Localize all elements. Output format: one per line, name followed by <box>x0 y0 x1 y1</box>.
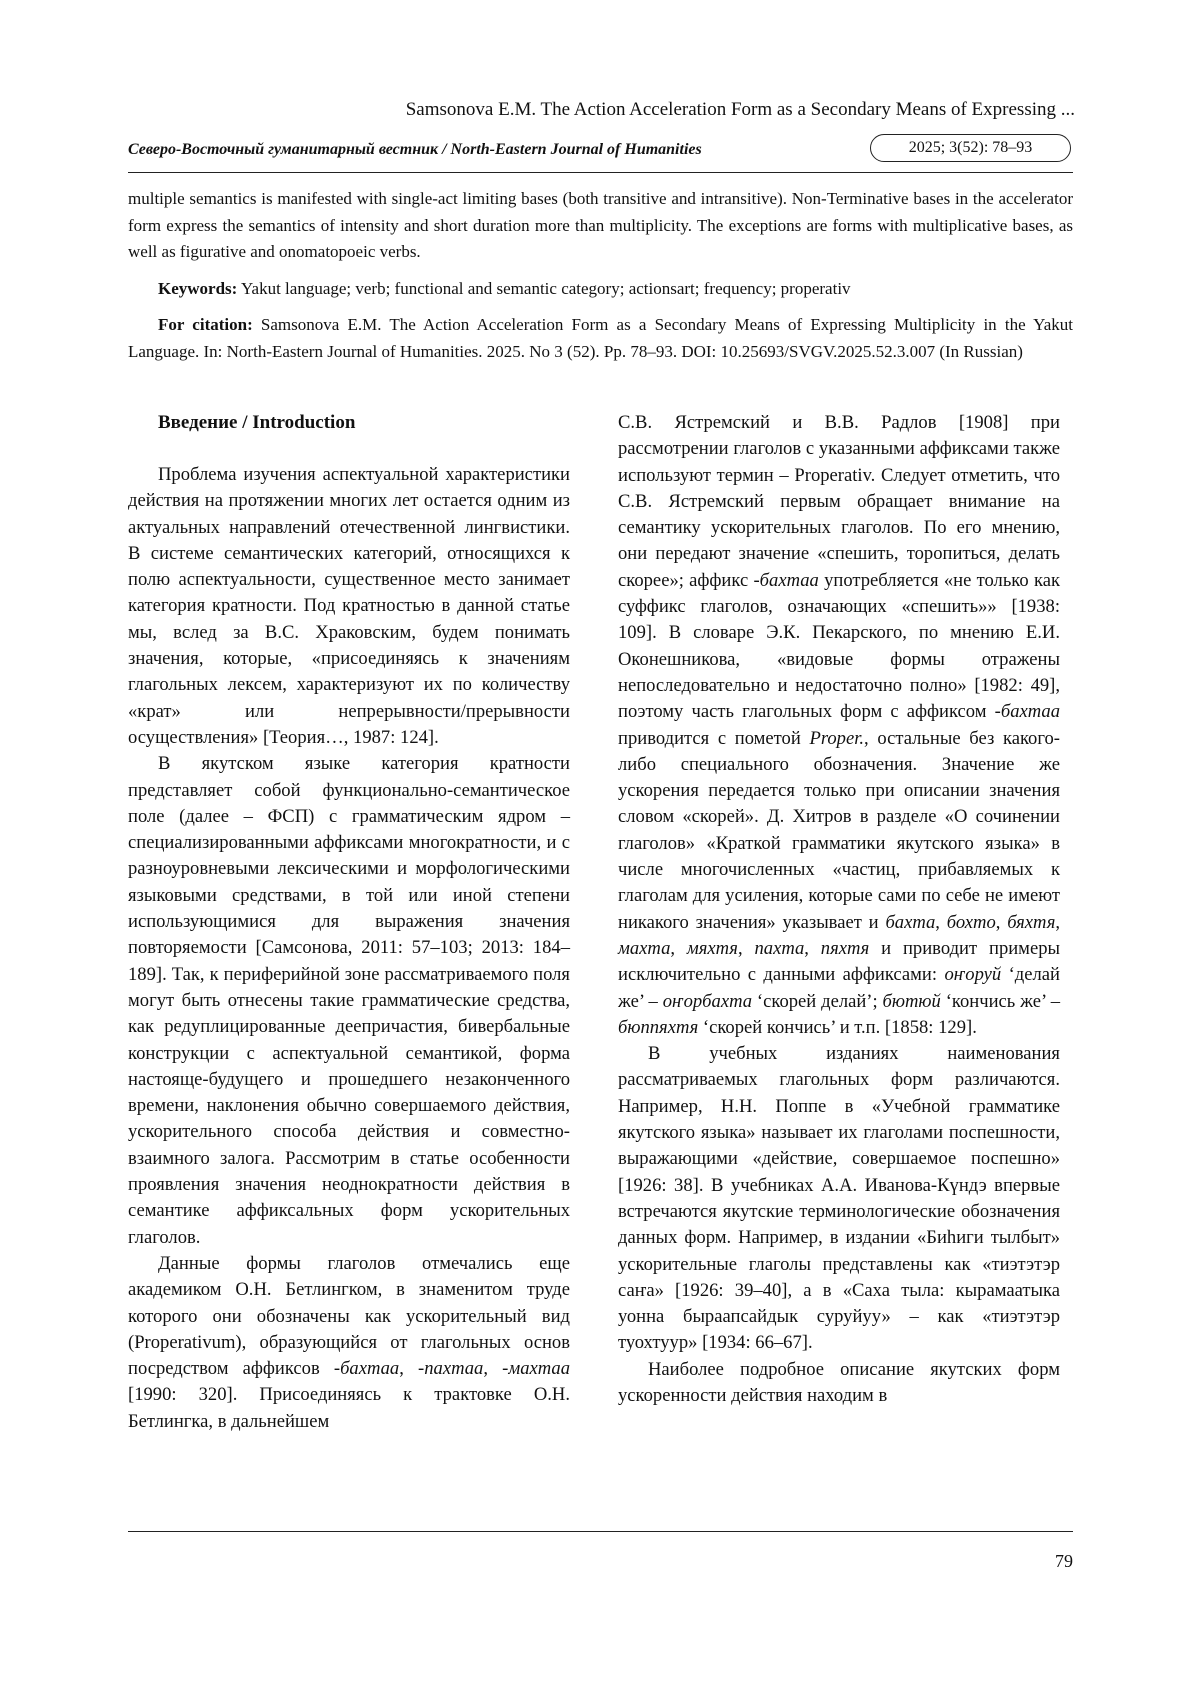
section-heading: Введение / Introduction <box>158 412 356 433</box>
journal-title: Северо-Восточный гуманитарный вестник / North-Eastern Journal of Humanities <box>128 141 702 158</box>
citation <box>128 312 1073 365</box>
header-divider <box>128 172 1073 173</box>
footer-divider <box>128 1531 1073 1532</box>
paragraph: В якутском языке категория кратности представляет собой функционально-семантическое поле (далее – ФСП) с грамматическим ядром – специализированными аффиксами многократности, и с разноуровневыми лексическими и морфологическими языковыми средствами, в той или иной степени использующимися для выражения значения повторяемости [Самсонова, 2011: 57–103; 2013: 184–189]. Так, к периферийной зоне рассматриваемого поля могут быть отнесены такие грамматические средства, как редуплицированные деепричастия, бивербальные конструкции с аспектуальной семантикой, форма настояще-будущего и прошедшего незаконченного времени, наклонения обычно совершаемого действия, ускорительного способа действия и совместно-взаимного залога. Рассмотрим в статье особенности проявления значения неоднократности действия в семантике аффиксальных форм ускорительных глаголов. <box>128 753 570 1248</box>
paragraph: С.В. Ястремский и В.В. Радлов [1908] при рассмотрении глаголов с указанными аффиксами также используют термин – Properativ. Следует отметить, что С.В. Ястремский первым обращает внимание на семантику ускорительных глаголов. По его мнению, они передают значение «спешить, торопиться, делать скорее»; аффикс -бахтаа употребляется «не только как суффикс глаголов, означающих «спешить»» [1938: 109]. В словаре Э.К. Пекарского, по мнению Е.И. Оконешникова, «видовые формы отражены непоследовательно и недостаточно полно» [1982: 49], поэтому часть глагольных форм с аффиксом -бахтаа приводится с пометой Proper., остальные без какого-либо специального обозначения. Значение же ускорения передается только при описании значения словом «скорей». Д. Хитров в разделе «О сочинении глаголов» «Краткой грамматики якутского языка» в числе многочисленных «частиц, прибавляемых к глаголам для усиления, которые сами по себе не имеют никакого значения» указывает и бахта, бохто, бяхтя, махта, мяхтя, пахта, пяхтя и приводит примеры исключительно с данными аффиксами: оҥоруй ‘делай же’ – оҥорбахта ‘скорей делай’; бютюй ‘кончись же’ – бюппяхтя ‘скорей кончись’ и т.п. [1858: 129]. <box>618 412 1060 1038</box>
paragraph: Данные формы глаголов отмечались еще академиком О.Н. Бетлингком, в знаменитом труде которого они обозначены как ускорительный вид (Properativum), образующийся от глагольных основ посредством аффиксов -бахтаа, -пахтаа, -махтаа [1990: 320]. Присоединяясь к трактовке О.Н. Бетлингка, в дальнейшем <box>128 1252 571 1432</box>
running-title: Samsonova E.M. The Action Acceleration Form as a Secondary Means of Expressing ... <box>405 99 1075 120</box>
left-column <box>128 410 570 1435</box>
issue-badge: 2025; 3(52): 78–93 <box>870 134 1071 162</box>
keywords <box>128 276 1073 303</box>
right-column <box>618 410 1060 1409</box>
paragraph: В учебных изданиях наименования рассматриваемых глагольных форм различаются. Например, Н.Н. Поппе в «Учебной грамматике якутского языка» называет их глаголами поспешности, выражающими «действие, совершаемое поспешно» [1926: 38]. В учебниках А.А. Иванова-Күндэ впервые встречаются якутские терминологические обозначения данных форм. Например, в издании «Биһиги тылбыт» ускорительные глаголы представлены как «тиэтэтэр саҥа» [1926: 39–40], а в «Саха тыла: кырамаатыка уонна быраапсайдык суруйуу» – как «тиэтэтэр туохтуур» [1934: 66–67]. <box>618 1043 1060 1354</box>
abstract-block <box>128 186 1073 365</box>
paragraph: Проблема изучения аспектуальной характеристики действия на протяжении многих лет остается одним из актуальных направлений отечественной лингвистики. В системе семантических категорий, относящихся к полю аспектуальности, существенное место занимает категория кратности. Под кратностью в данной статье мы, вслед за В.С. Храковским, будем понимать значения, которые, «присоединяясь к значениям глагольных лексем, характеризуют их по количеству «крат» или непрерывности/прерывности осуществления» [Теория…, 1987: 124]. <box>128 464 570 748</box>
citation-label: For citation: <box>158 315 253 334</box>
abstract-continuation: multiple semantics is manifested with single-act limiting bases (both transitive and intransitive). Non-Terminative bases in the accelerator form express the semantics of intensity and short duration more than multiplicity. The exceptions are forms with multiplicative bases, as well as figurative and onomatopoeic verbs. <box>128 189 1073 261</box>
keywords-text: Yakut language; verb; functional and semantic category; actionsart; frequency; properativ <box>240 278 851 298</box>
page-number: 79 <box>1055 1551 1073 1571</box>
paragraph: Наиболее подробное описание якутских форм ускоренности действия находим в <box>618 1358 1060 1406</box>
keywords-label: Keywords: <box>158 278 238 298</box>
citation-text: Samsonova E.M. The Action Acceleration Form as a Secondary Means of Expressing Multiplicity in the Yakut Language. In: North-Eastern Journal of Humanities. 2025. No 3 (52). Pp. 78–93. DOI: 10.25693/SVGV.2025.52.3.007 (In Russian) <box>128 315 1074 361</box>
